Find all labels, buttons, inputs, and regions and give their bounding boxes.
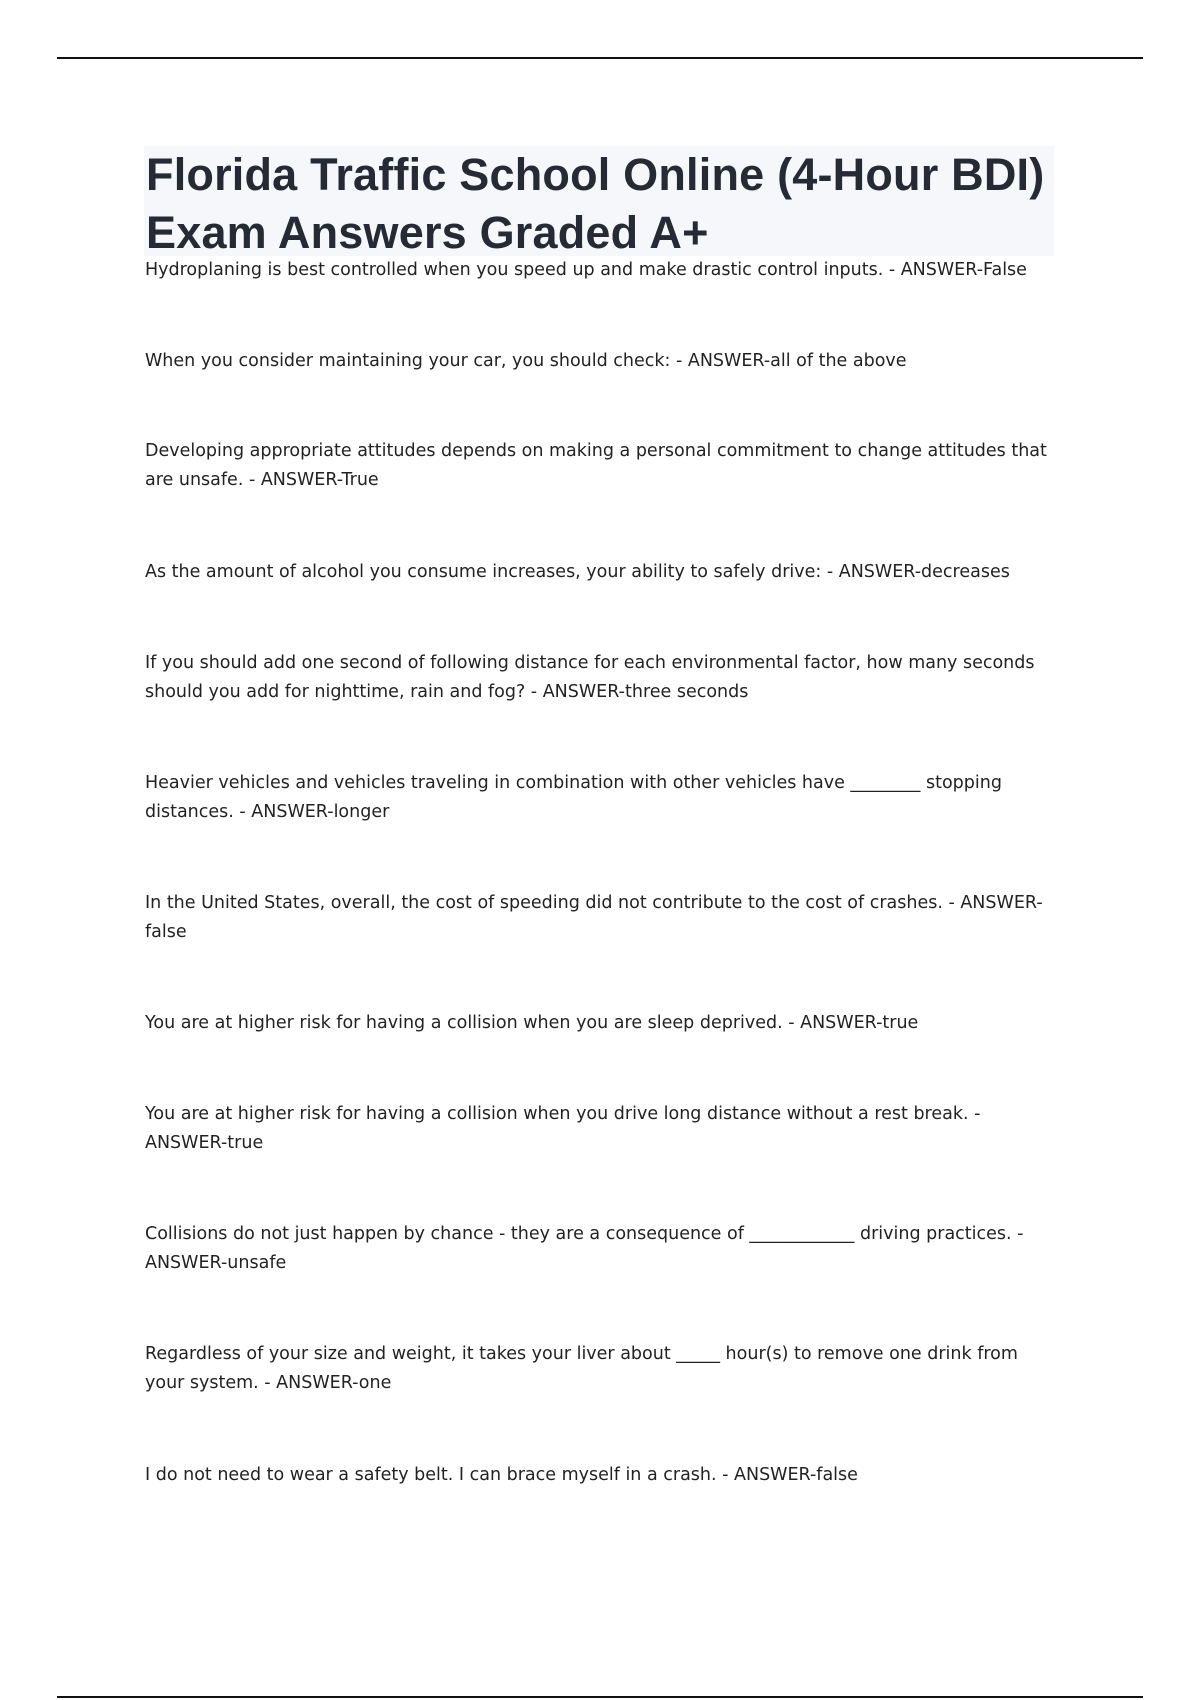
top-rule [57,57,1143,59]
qa-item-2: When you consider maintaining your car, you should check: - ANSWER-all of the above [145,351,907,371]
qa-item-1: Hydroplaning is best controlled when you speed up and make drastic control inputs. - ANSWER-False [145,260,1027,280]
qa-item-6: Heavier vehicles and vehicles traveling in combination with other vehicles have ________ stopping distances. - ANSWER-longer [145,773,1002,822]
qa-item-8: You are at higher risk for having a collision when you are sleep deprived. - ANSWER-true [145,1013,919,1033]
qa-item-9: You are at higher risk for having a collision when you drive long distance without a rest break. - ANSWER-true [145,1104,981,1153]
qa-item-12: I do not need to wear a safety belt. I can brace myself in a crash. - ANSWER-false [145,1465,858,1485]
qa-item-11: Regardless of your size and weight, it takes your liver about _____ hour(s) to remove one drink from your system. - ANSWER-one [145,1344,1018,1393]
bottom-rule [57,1696,1143,1698]
qa-item-10: Collisions do not just happen by chance - they are a consequence of ____________ driving practices. - ANSWER-unsafe [145,1224,1024,1273]
qa-item-5: If you should add one second of following distance for each environmental factor, how many seconds should you add for nighttime, rain and fog? - ANSWER-three seconds [145,653,1035,702]
qa-item-4: As the amount of alcohol you consume increases, your ability to safely drive: - ANSWER-decreases [145,562,1010,582]
qa-item-7: In the United States, overall, the cost of speeding did not contribute to the cost of crashes. - ANSWER-false [145,893,1043,942]
title-block [144,146,1054,256]
qa-item-3: Developing appropriate attitudes depends on making a personal commitment to change attitudes that are unsafe. - ANSWER-True [145,441,1047,490]
document-title: Florida Traffic School Online (4-Hour BDI) Exam Answers Graded A+ [146,149,1045,258]
